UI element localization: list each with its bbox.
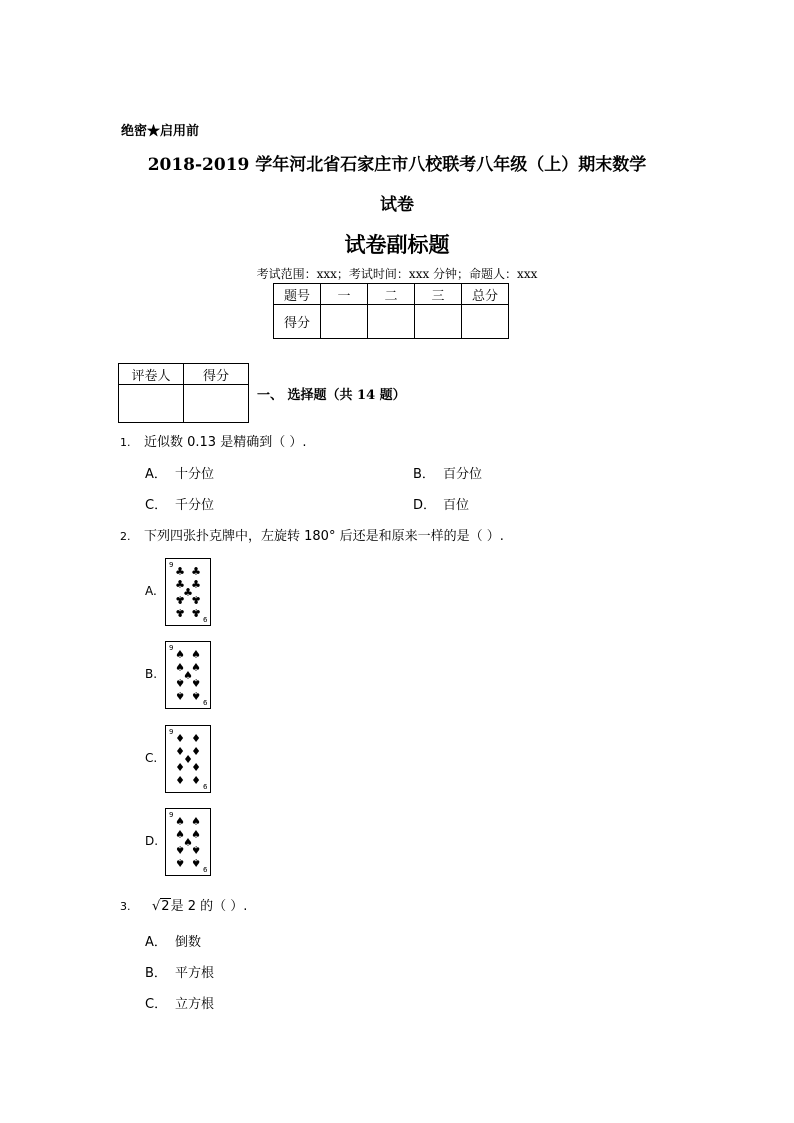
grader-table xyxy=(118,363,249,423)
card-rank-top: 9 xyxy=(169,561,174,569)
spades-pip-icon: ♠ xyxy=(175,661,185,674)
option-c xyxy=(145,494,214,513)
confidential-label: 绝密★启用前 xyxy=(121,124,200,139)
clubs-pip-icon: ♣ xyxy=(191,578,201,591)
playing-card-clubs xyxy=(165,558,211,626)
option-text: 十分位 xyxy=(175,467,215,482)
clubs-pip-icon: ♣ xyxy=(183,586,193,599)
spades-pip-icon: ♠ xyxy=(183,669,193,682)
playing-card-hearts xyxy=(165,808,211,876)
hearts-outline-pip-icon: ♠ xyxy=(175,815,185,828)
clubs-pip-icon: ♣ xyxy=(191,606,201,619)
option-label: D． xyxy=(413,498,437,513)
question-number: 2. xyxy=(120,530,131,543)
spades-pip-icon: ♠ xyxy=(175,676,185,689)
option-text: 百分位 xyxy=(443,467,483,482)
diamonds-pip-icon: ♦ xyxy=(183,753,193,766)
diamonds-pip-icon: ♦ xyxy=(175,760,185,773)
diamonds-pip-icon: ♦ xyxy=(191,773,201,786)
option-a xyxy=(145,463,214,482)
hearts-outline-pip-icon: ♠ xyxy=(183,836,193,849)
question-text: 下列四张扑克牌中，左旋转 180° 后还是和原来一样的是（ ）. xyxy=(144,529,504,544)
card-rank-top: 9 xyxy=(169,728,174,736)
option-label: A． xyxy=(145,935,167,950)
hearts-outline-pip-icon: ♠ xyxy=(191,856,201,869)
card-rank-bottom: 6 xyxy=(203,866,208,874)
spades-pip-icon: ♠ xyxy=(191,648,201,661)
score-header-cell: 题号 xyxy=(274,284,321,305)
hearts-outline-pip-icon: ♠ xyxy=(191,828,201,841)
grader-cell xyxy=(119,385,184,423)
clubs-pip-icon: ♣ xyxy=(175,606,185,619)
score-cell xyxy=(462,305,509,339)
score-cell xyxy=(368,305,415,339)
grader-header-cell: 评卷人 xyxy=(119,364,184,385)
clubs-pip-icon: ♣ xyxy=(191,593,201,606)
card-face xyxy=(166,809,210,875)
option-text: 千分位 xyxy=(175,498,215,513)
exam-info: 考试范围：xxx；考试时间：xxx 分钟；命题人：xxx xyxy=(256,267,538,281)
question-number: 1. xyxy=(120,436,131,449)
option-text: 平方根 xyxy=(175,966,215,981)
score-cell xyxy=(321,305,368,339)
radicand: 2 xyxy=(161,899,170,914)
question-1 xyxy=(120,431,306,450)
spades-pip-icon: ♠ xyxy=(191,661,201,674)
exam-subtitle: 试卷副标题 xyxy=(344,232,450,257)
score-header-cell: 一 xyxy=(321,284,368,305)
card-option-label: C. xyxy=(145,751,158,765)
question-number: 3. xyxy=(120,900,131,913)
diamonds-pip-icon: ♦ xyxy=(175,773,185,786)
diamonds-pip-icon: ♦ xyxy=(175,732,185,745)
option-text: 百位 xyxy=(443,498,470,513)
exam-title: 2018-2019 学年河北省石家庄市八校联考八年级（上）期末数学 xyxy=(147,155,647,175)
hearts-outline-pip-icon: ♠ xyxy=(175,856,185,869)
option-text: 倒数 xyxy=(175,935,202,950)
option-label: C． xyxy=(145,997,168,1012)
score-header-cell: 总分 xyxy=(462,284,509,305)
option-d xyxy=(413,494,469,513)
exam-title-line2: 试卷 xyxy=(380,195,414,215)
diamonds-pip-icon: ♦ xyxy=(191,760,201,773)
section-title: 一、 选择题（共 14 题） xyxy=(257,388,406,403)
option-label: B． xyxy=(145,966,167,981)
spades-pip-icon: ♠ xyxy=(191,689,201,702)
card-option-label: A. xyxy=(145,584,157,598)
sqrt-expression xyxy=(152,899,171,914)
question-text: 是 2 的（ ）. xyxy=(170,899,248,914)
card-rank-top: 9 xyxy=(169,811,174,819)
option-label: B． xyxy=(413,467,435,482)
card-face xyxy=(166,642,210,708)
playing-card-diamonds xyxy=(165,725,211,793)
grader-cell xyxy=(184,385,249,423)
clubs-pip-icon: ♣ xyxy=(175,565,185,578)
option-text: 立方根 xyxy=(175,997,215,1012)
grader-header-cell: 得分 xyxy=(184,364,249,385)
clubs-pip-icon: ♣ xyxy=(175,578,185,591)
card-rank-bottom: 6 xyxy=(203,783,208,791)
card-option-label: B. xyxy=(145,667,158,681)
question-3 xyxy=(120,895,247,914)
card-face xyxy=(166,726,210,792)
score-header-cell: 三 xyxy=(415,284,462,305)
diamonds-pip-icon: ♦ xyxy=(191,732,201,745)
diamonds-pip-icon: ♦ xyxy=(191,745,201,758)
card-face xyxy=(166,559,210,625)
option-a xyxy=(145,931,201,950)
card-rank-top: 9 xyxy=(169,644,174,652)
radical-sign-icon: √ xyxy=(152,899,161,914)
card-option-label: D. xyxy=(145,834,159,848)
clubs-pip-icon: ♣ xyxy=(175,593,185,606)
hearts-outline-pip-icon: ♠ xyxy=(175,843,185,856)
question-text: 近似数 0.13 是精确到（ ）. xyxy=(144,435,307,450)
spades-pip-icon: ♠ xyxy=(175,689,185,702)
score-row-label: 得分 xyxy=(274,305,321,339)
option-c xyxy=(145,993,214,1012)
diamonds-pip-icon: ♦ xyxy=(175,745,185,758)
option-b xyxy=(413,463,482,482)
question-2 xyxy=(120,525,504,544)
playing-card-spades xyxy=(165,641,211,709)
hearts-outline-pip-icon: ♠ xyxy=(191,843,201,856)
score-table xyxy=(273,283,509,339)
score-cell xyxy=(415,305,462,339)
card-rank-bottom: 6 xyxy=(203,616,208,624)
option-b xyxy=(145,962,214,981)
hearts-outline-pip-icon: ♠ xyxy=(175,828,185,841)
spades-pip-icon: ♠ xyxy=(191,676,201,689)
score-header-cell: 二 xyxy=(368,284,415,305)
option-label: A． xyxy=(145,467,167,482)
spades-pip-icon: ♠ xyxy=(175,648,185,661)
card-rank-bottom: 6 xyxy=(203,699,208,707)
option-label: C． xyxy=(145,498,168,513)
hearts-outline-pip-icon: ♠ xyxy=(191,815,201,828)
clubs-pip-icon: ♣ xyxy=(191,565,201,578)
